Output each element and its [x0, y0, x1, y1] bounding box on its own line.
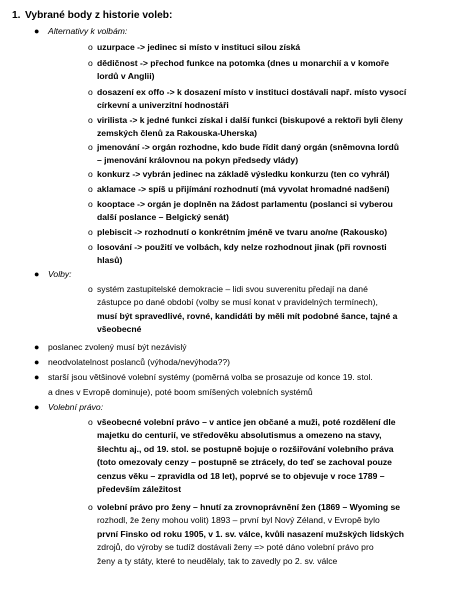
label-alternativy: Alternativy k volbám: [48, 26, 128, 36]
list-item-virilista [88, 114, 441, 141]
item-line: musí být spravedlivé, rovné, kandidáti by měli mít podobné šance, tajné a [97, 310, 398, 321]
label-volby: Volby: [48, 269, 72, 279]
list-item-kooptace [88, 198, 441, 225]
item-line: starší jsou většinové volební systémy (poměrná volba se prosazuje od konce 19. stol. [48, 372, 373, 382]
item-line: ženy a ty státy, které to neudělaly, tak to zavedly po 2. sv. válce [97, 555, 338, 566]
sub-bullet-marker: o [88, 115, 93, 125]
item-line: cenzus věku – zpravidla od 18 let), poprvé se to objevuje v roce 1789 – [97, 470, 385, 481]
item-line: především záležitost [97, 484, 182, 495]
bullet-marker: ● [34, 26, 40, 36]
heading-number: 1. [12, 10, 21, 21]
item-line: losování -> použití ve volbách, kdy nelze rozhodnout jinak (při rovnosti [97, 242, 387, 252]
list-item-uzurpace [88, 41, 441, 54]
bullet-marker: ● [34, 269, 40, 279]
item-line: hlasů) [97, 255, 123, 266]
item-line: dosazení ex offo -> k dosazení místo v instituci dostávali např. místo vysocí [97, 87, 407, 97]
list-item-vseobecne [88, 416, 441, 496]
label-volebni-pravo: Volební právo: [48, 402, 104, 412]
item-line: všeobecné volební právo – v antice jen občané a muži, poté rozdělení dle [97, 417, 396, 427]
item-line: dědičnost -> přechod funkce na potomka (dnes u monarchií a v komoře [97, 58, 390, 68]
item-line: poslanec zvolený musí být nezávislý [48, 342, 187, 352]
list-item-aklamace [88, 183, 441, 196]
item-line: šlechtu aj., od 19. stol. se postupně bojuje o rozšiřování volebního práva [97, 443, 394, 454]
sub-bullet-marker: o [88, 58, 93, 68]
list-item-jmenovani [88, 141, 441, 168]
item-line: zdrojů, do výroby se tudíž dostávali ženy => poté dáno volební právo pro [97, 542, 374, 553]
list-item-dosazeni [88, 86, 441, 113]
item-line: plebiscit -> rozhodnutí o konkrétním jméně ve tvaru ano/ne (Rakousko) [97, 227, 388, 237]
item-line: zemských členů za Rakouska-Uherska) [97, 128, 258, 139]
bullet-marker: ● [34, 402, 40, 412]
sub-bullet-marker: o [88, 42, 93, 52]
sub-bullet-marker: o [88, 169, 93, 179]
bullet-marker: ● [34, 357, 40, 367]
item-line: systém zastupitelské demokracie – lidi svou suverenitu předají na dané [97, 284, 368, 294]
sub-bullet-marker: o [88, 242, 93, 252]
item-line: (toto omezovaly cenzy – postupně se ztrácely, do teď se zachoval pouze [97, 457, 392, 468]
sub-bullet-marker: o [88, 417, 93, 427]
item-line: konkurz -> vybrán jedinec na základě výsledku konkurzu (ten co vyhrál) [97, 169, 390, 179]
list-item-dedicnost [88, 57, 441, 84]
list-item-plebiscit [88, 226, 441, 239]
sub-bullet-marker: o [88, 227, 93, 237]
item-line: církevní a univerzitní hodnostáři [97, 100, 229, 111]
item-line: lordů v Anglii) [97, 71, 155, 82]
item-line: kooptace -> orgán je doplněn na žádost parlamentu (poslanci si vyberou [97, 199, 393, 209]
sub-bullet-marker: o [88, 142, 93, 152]
item-line: všeobecné [97, 324, 142, 335]
item-line: – jmenování královnou na pokyn předsedy vlády) [97, 155, 299, 166]
item-line: a dnes v Evropě dominuje), poté boom smíšených volebních systémů [48, 387, 313, 397]
item-line: rozhodl, že ženy mohou volit) 1893 – první byl Nový Zéland, v Evropě bylo [97, 515, 380, 526]
item-line: neodvolatelnost poslanců (výhoda/nevýhoda??) [48, 357, 231, 367]
sub-bullet-marker: o [88, 502, 93, 512]
sub-bullet-marker: o [88, 87, 93, 97]
bullet-marker: ● [34, 372, 40, 382]
list-item-zeny [88, 501, 441, 568]
list-item-konkurz [88, 168, 441, 181]
sub-bullet-marker: o [88, 184, 93, 194]
sub-bullet-marker: o [88, 199, 93, 209]
item-line: další poslance – Belgický senát) [97, 212, 229, 223]
item-line: jmenování -> orgán rozhodne, kdo bude řídit daný orgán (sněmovna lordů [97, 142, 400, 152]
item-line: volební právo pro ženy – hnutí za zrovnoprávnění žen (1869 – Wyoming se [97, 502, 401, 512]
heading-title: Vybrané body z historie voleb: [25, 10, 173, 21]
item-line: aklamace -> spíš u přijímání rozhodnutí (má vyvolat hromadné nadšení) [97, 184, 390, 194]
bullet-marker: ● [34, 342, 40, 352]
item-line: virilista -> k jedné funkci získal i další funkci (biskupové a rektoři byli členy [97, 115, 403, 125]
sub-bullet-marker: o [88, 284, 93, 294]
item-line: uzurpace -> jedinec si místo v instituci silou získá [97, 42, 301, 52]
list-item-losovani [88, 241, 441, 268]
list-item-system [88, 283, 441, 337]
item-line: zástupce po dané období (volby se musí konat v pravidelných termínech), [97, 297, 378, 308]
section-heading [12, 9, 172, 22]
item-line: první Finsko od roku 1905, v 1. sv. válce, kvůli nasazení mužských lidských [97, 528, 404, 539]
item-line: majetku do centurií, ve středověku absolutismus a omezeno na stavy, [97, 430, 382, 441]
